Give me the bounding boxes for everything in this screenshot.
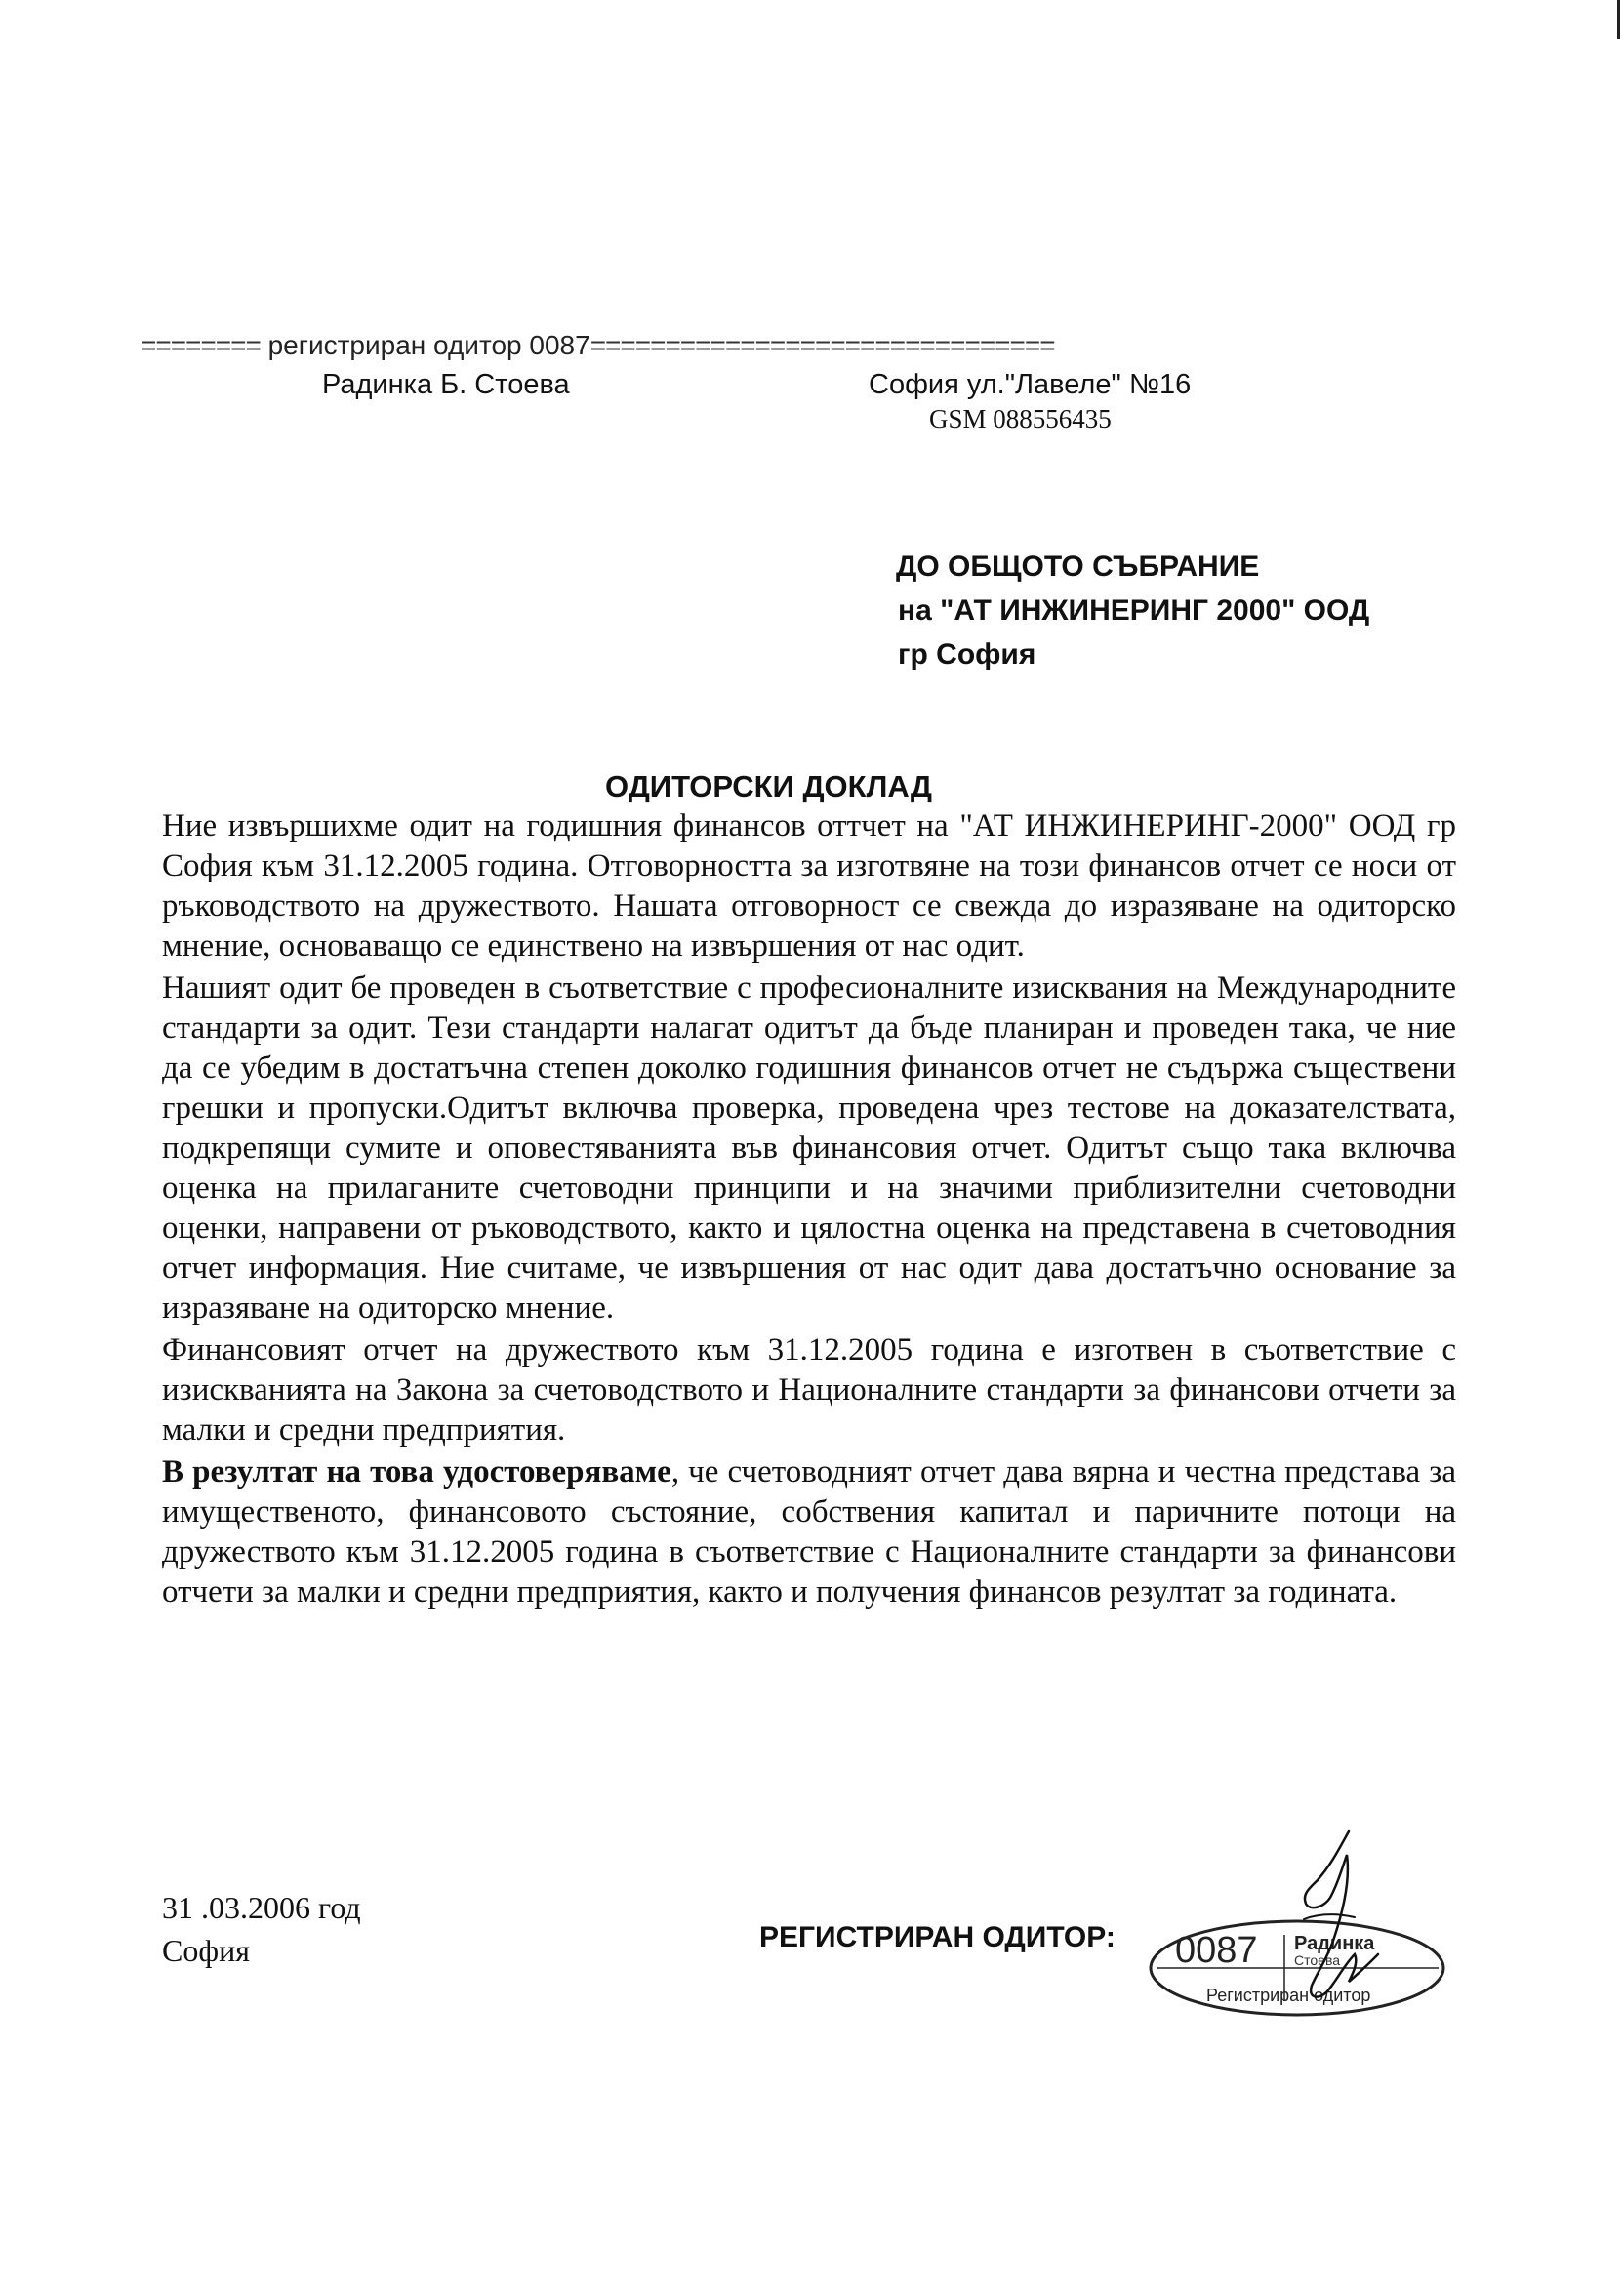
- report-city: София: [162, 1933, 250, 1968]
- paragraph-3: Финансовият отчет на дружеството към 31.12.2005 година е изготвен в съответствие с изискванията на Закона за счетоводството и Националните стандарти за финансови отчети за малки и средни предприятия.: [162, 1332, 1456, 1448]
- addressee-block: [896, 545, 1369, 676]
- auditor-seal: [1146, 1825, 1448, 2040]
- auditor-address: София ул."Лавеле" №16: [869, 369, 1192, 400]
- conclusion-text: , че счетоводният отчет дава вярна и честна представа за имущественото, финансовото състояние, собствения капитал и паричните потоци на дружеството към 31.12.2005 година в съответствие с Националните стандарти за финансови отчети за малки и средни предприятия, както и получения финансов резултат за годината.: [162, 1455, 1456, 1610]
- signature-stroke: [1304, 1914, 1355, 1919]
- auditor-name: Радинка Б. Стоева: [322, 369, 570, 400]
- seal-caption: Регистриран одитор: [1206, 1986, 1371, 2005]
- left-rule: ========: [141, 330, 261, 360]
- addressee-line-1: ДО ОБЩОТО СЪБРАНИЕ: [896, 551, 1260, 583]
- signatory-label: РЕГИСТРИРАН ОДИТОР:: [759, 1921, 1116, 1953]
- paragraph-1: Ние извършихме одит на годишния финансов оттчет на "АТ ИНЖИНЕРИНГ-2000" ООД гр София към 31.12.2005 година. Отговорността за изготвяне на този финансов отчет се носи от ръководството на дружеството. Нашата отговорност се свежда до изразяване на одиторско мнение, основаващо се единствено на извършения от нас одит.: [162, 808, 1456, 964]
- addressee-line-2: на "АТ ИНЖИНЕРИНГ 2000" ООД: [898, 594, 1370, 627]
- report-body: [162, 806, 1456, 1613]
- scan-edge-mark: [1617, 0, 1620, 39]
- document-title: ОДИТОРСКИ ДОКЛАД: [605, 769, 932, 803]
- report-date: 31 .03.2006 год: [162, 1890, 361, 1925]
- date-block: [162, 1886, 361, 1972]
- paragraph-4: [162, 1453, 1456, 1613]
- seal-number: 0087: [1175, 1930, 1258, 1971]
- right-rule: ===============================: [589, 330, 1055, 360]
- paragraph-2: Нашият одит бе проведен в съответствие с професионалните изисквания на Международните стандарти за одит. Тези стандарти налагат одитът да бъде планиран и проведен така, че ние да се убедим в достатъчна степен доколко годишния финансов отчет не съдържа съществени грешки и пропуски.Одитът включва проверка, проведена чрез тестове на доказателствата, подкрепящи сумите и оповестяванията във финансовия отчет. Одитът също така включва оценка на прилаганите счетоводни принципи и на значими приблизителни счетоводни оценки, направени от ръководството, както и цялостна оценка на представена в счетоводния отчет информация. Ние считаме, че извършения от нас одит дава достатъчно основание за изразяване на одиторско мнение.: [162, 970, 1456, 1326]
- addressee-line-3: гр София: [898, 638, 1036, 671]
- seal-name-line-1: Радинка: [1294, 1933, 1375, 1954]
- registration-text: регистриран одитор 0087: [267, 330, 590, 360]
- seal-name-line-2: Стоева: [1294, 1952, 1341, 1968]
- registration-line: [141, 330, 1055, 361]
- conclusion-lead: В резултат на това удостоверяваме: [162, 1455, 671, 1490]
- auditor-phone: GSM 088556435: [929, 404, 1112, 433]
